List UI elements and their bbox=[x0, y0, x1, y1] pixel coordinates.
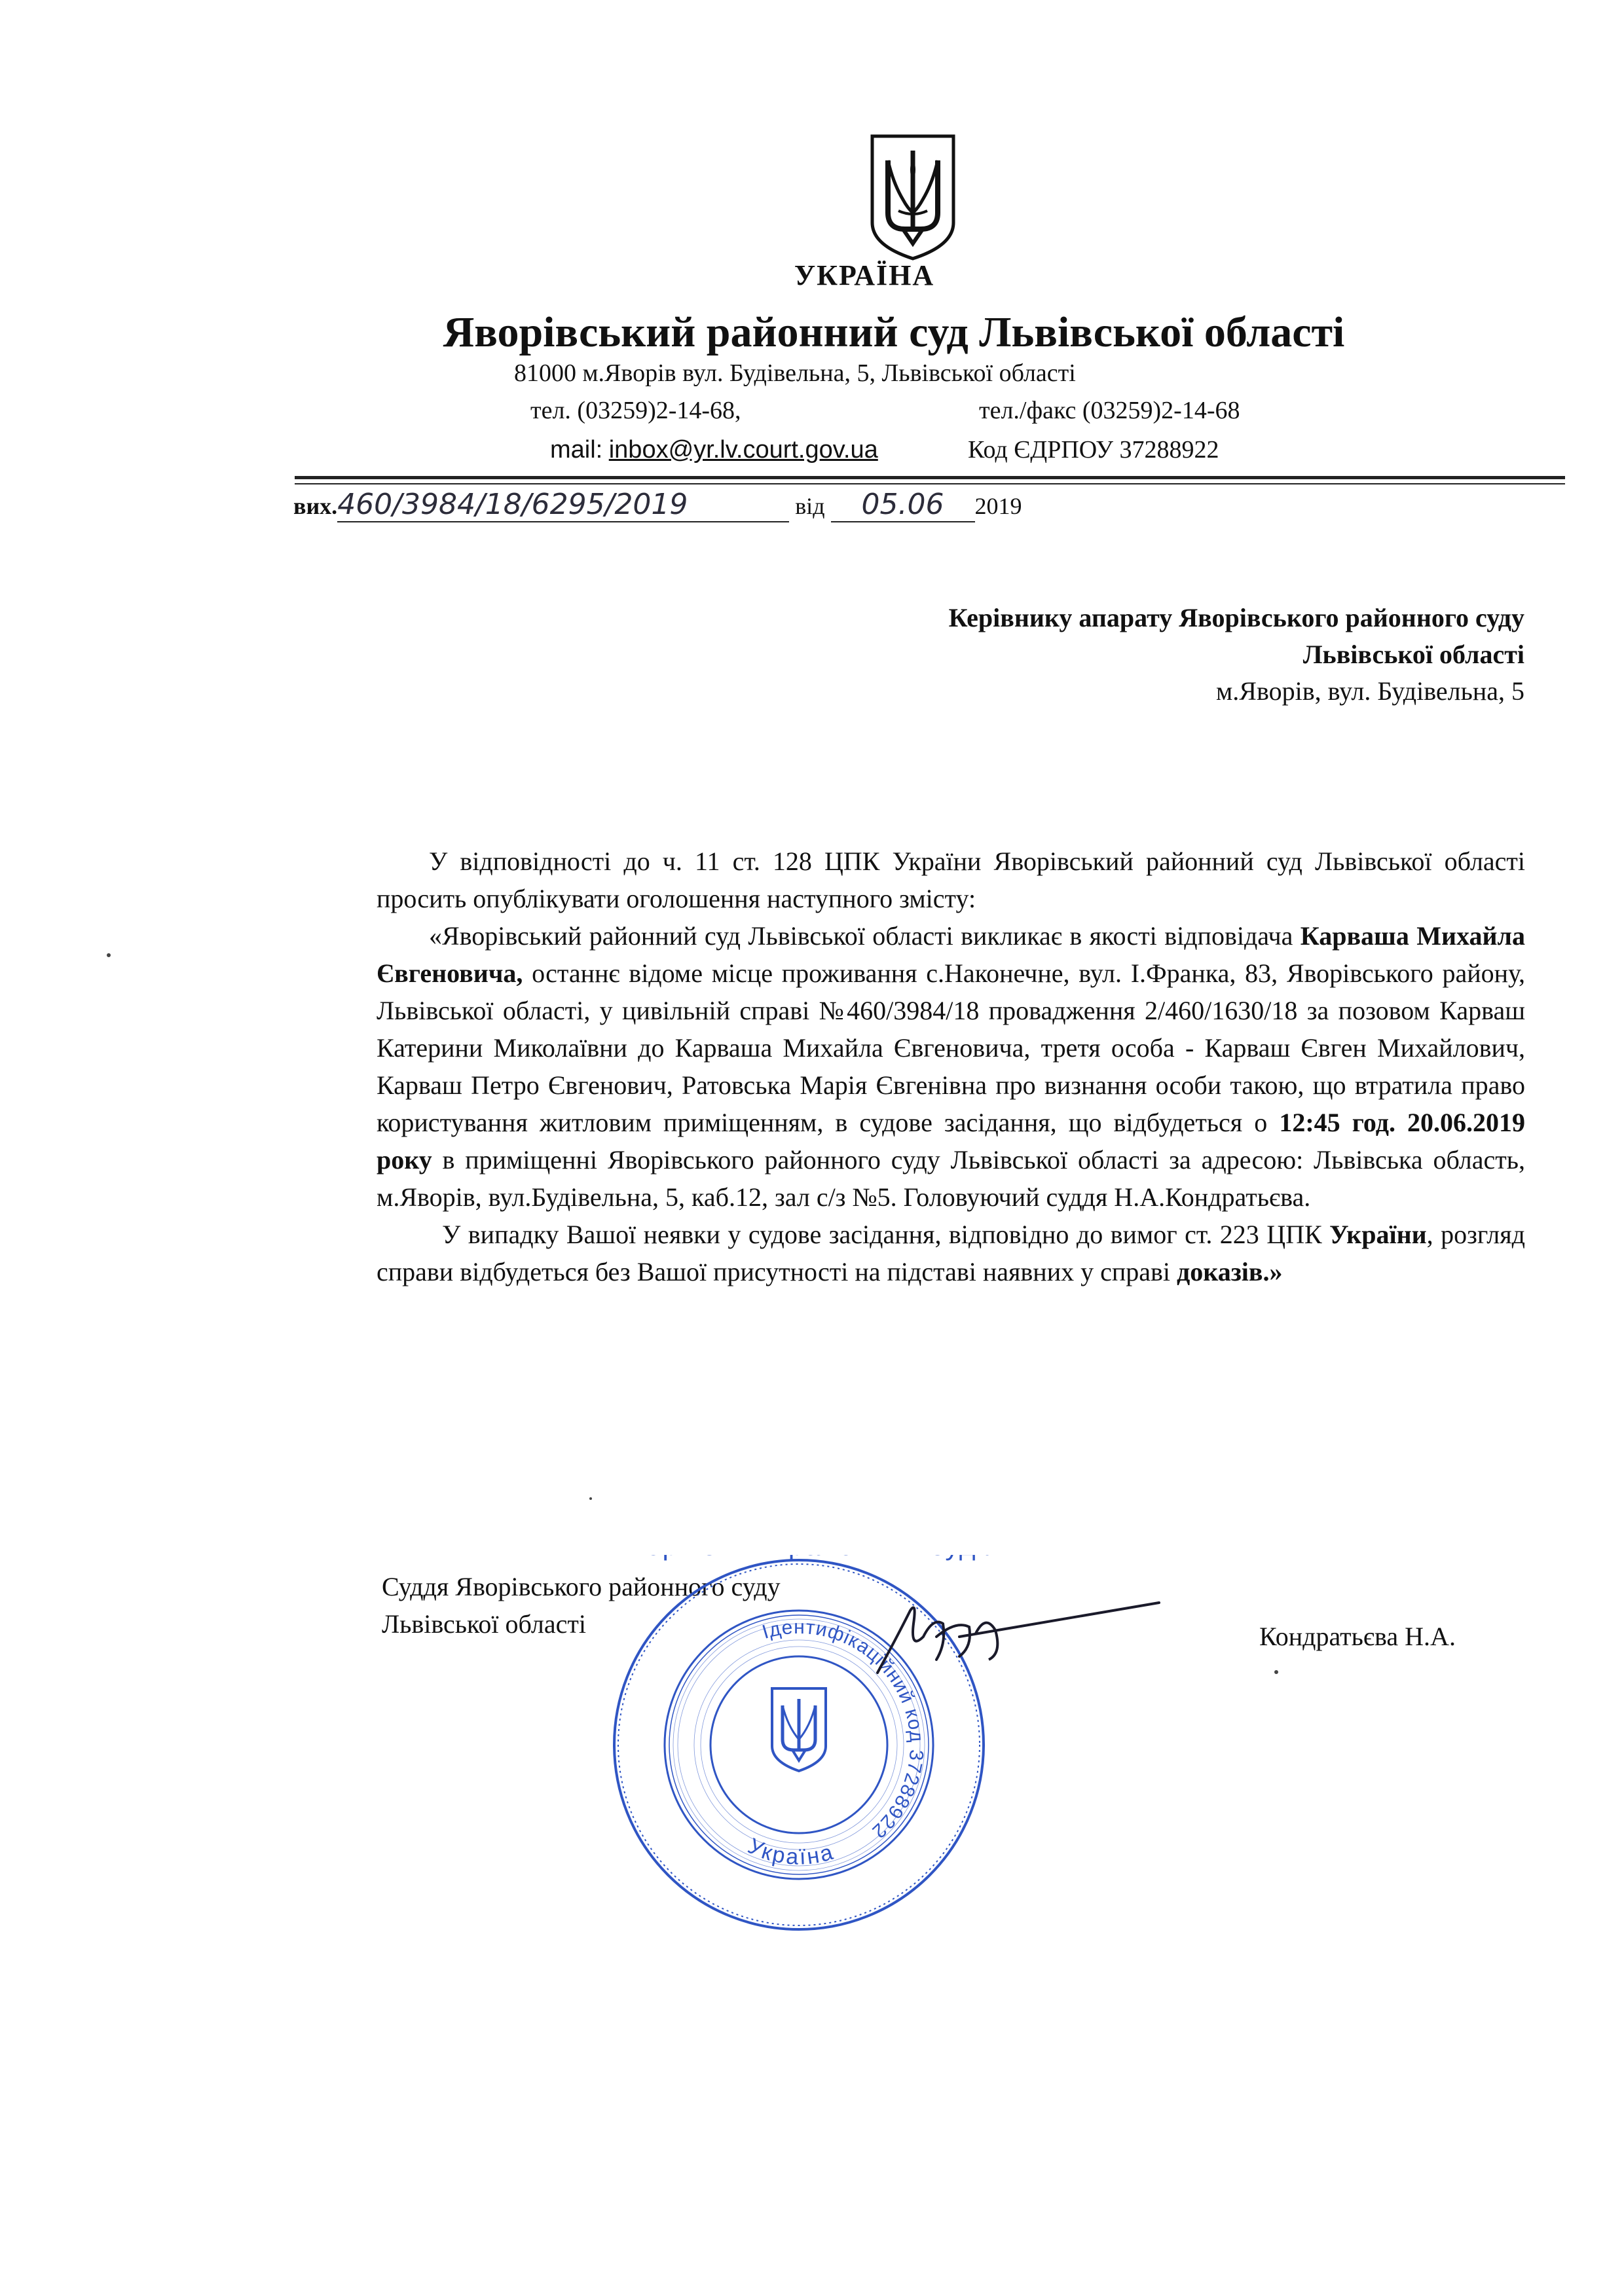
defendant-name: Карваша Михайла Євгеновича, bbox=[377, 921, 1525, 988]
scan-dot bbox=[589, 1497, 592, 1500]
warning-intro: У випадку Вашої неявки у судове засідання, відповідно до вимог ст. 223 ЦПК bbox=[442, 1220, 1330, 1249]
paragraph-request: У відповідності до ч. 11 ст. 128 ЦПК України Яворівський районний суд Львівської області просить опублікувати оголошення наступного змісту: bbox=[377, 847, 1525, 913]
paragraph-announcement bbox=[377, 917, 1525, 1216]
hearing-datetime: 12:45 год. 20.06.2019 року bbox=[377, 1108, 1525, 1175]
country-name: УКРАЇНА bbox=[794, 259, 935, 291]
header-rule-thick bbox=[295, 476, 1565, 479]
handwritten-signature bbox=[871, 1597, 1211, 1686]
scan-dot bbox=[107, 953, 111, 957]
outgoing-date-handwritten: 05.06 bbox=[831, 488, 975, 522]
signatory-region: Львівської області bbox=[382, 1609, 586, 1639]
announcement-location: в приміщенні Яворівського районного суду Львівської області за адресою: Львівська область, м.Яворів, вул.Будівельна, 5, каб.12, зал с/з №5. Головуючий суддя Н.А.Кондратьєва. bbox=[377, 1145, 1525, 1212]
signatory-position: Суддя Яворівського районного суду bbox=[382, 1572, 781, 1601]
seal-outer-text bbox=[609, 1555, 989, 1561]
seal-inner-text: Ідентифікаційний код 37288922 bbox=[760, 1616, 928, 1843]
edrpou-code: Код ЄДРПОУ 37288922 bbox=[968, 436, 1219, 464]
seal-trident-icon bbox=[772, 1688, 826, 1771]
court-name: Яворівський районний суд Львівської області bbox=[443, 308, 1345, 356]
recipient-title: Керівнику апарату Яворівського районного суду bbox=[948, 603, 1524, 632]
warning-end: доказів.» bbox=[1177, 1257, 1283, 1286]
seal-bottom-text: Україна bbox=[744, 1833, 838, 1870]
court-fax: тел./факс (03259)2-14-68 bbox=[979, 397, 1240, 424]
recipient-block bbox=[949, 600, 1524, 710]
recipient-address: м.Яворів, вул. Будівельна, 5 bbox=[1215, 676, 1524, 706]
signatory-name: Кондратьєва Н.А. bbox=[1259, 1622, 1456, 1651]
court-address: 81000 м.Яворів вул. Будівельна, 5, Львівської області bbox=[514, 359, 1076, 387]
outgoing-year: 2019 bbox=[974, 493, 1022, 519]
outgoing-prefix: вих. bbox=[293, 493, 338, 519]
scan-dot bbox=[1274, 1670, 1278, 1674]
announcement-details: останнє відоме місце проживання с.Наконечне, вул. І.Франка, 83, Яворівського району, Львівської області, у цивільній справі №460/3984/18 провадження 2/460/1630/18 за позовом Карваш Катерини Миколаївни до Карваша Михайла Євгеновича, третя особа - Карваш Євген Михайлович, Карваш Петро Євгенович, Ратовська Марія Євгенівна про визнання особи такою, що втратила право користування житловим приміщенням, в судове засідання, що відбудеться о bbox=[377, 958, 1525, 1137]
paragraph-warning bbox=[377, 1216, 1525, 1290]
warning-country: України bbox=[1329, 1220, 1427, 1249]
outgoing-number-row bbox=[293, 488, 1022, 522]
letter-body bbox=[377, 843, 1525, 1290]
outgoing-number-handwritten: 460/3984/18/6295/2019 bbox=[337, 488, 789, 522]
court-phone: тел. (03259)2-14-68, bbox=[530, 397, 741, 424]
court-email-row bbox=[550, 435, 878, 464]
recipient-region: Львівської області bbox=[1302, 640, 1524, 669]
header-rule-thin bbox=[295, 483, 1565, 484]
warning-text: , розгляд справи відбудеться без Вашої присутності на підставі наявних у справі bbox=[377, 1220, 1525, 1286]
trident-icon bbox=[867, 131, 959, 262]
mail-label: mail: bbox=[550, 436, 603, 464]
email-link[interactable]: inbox@yr.lv.court.gov.ua bbox=[608, 436, 878, 464]
announcement-intro: «Яворівський районний суд Львівської області викликає в якості відповідача bbox=[429, 921, 1301, 951]
outgoing-from-label: від bbox=[795, 493, 825, 519]
